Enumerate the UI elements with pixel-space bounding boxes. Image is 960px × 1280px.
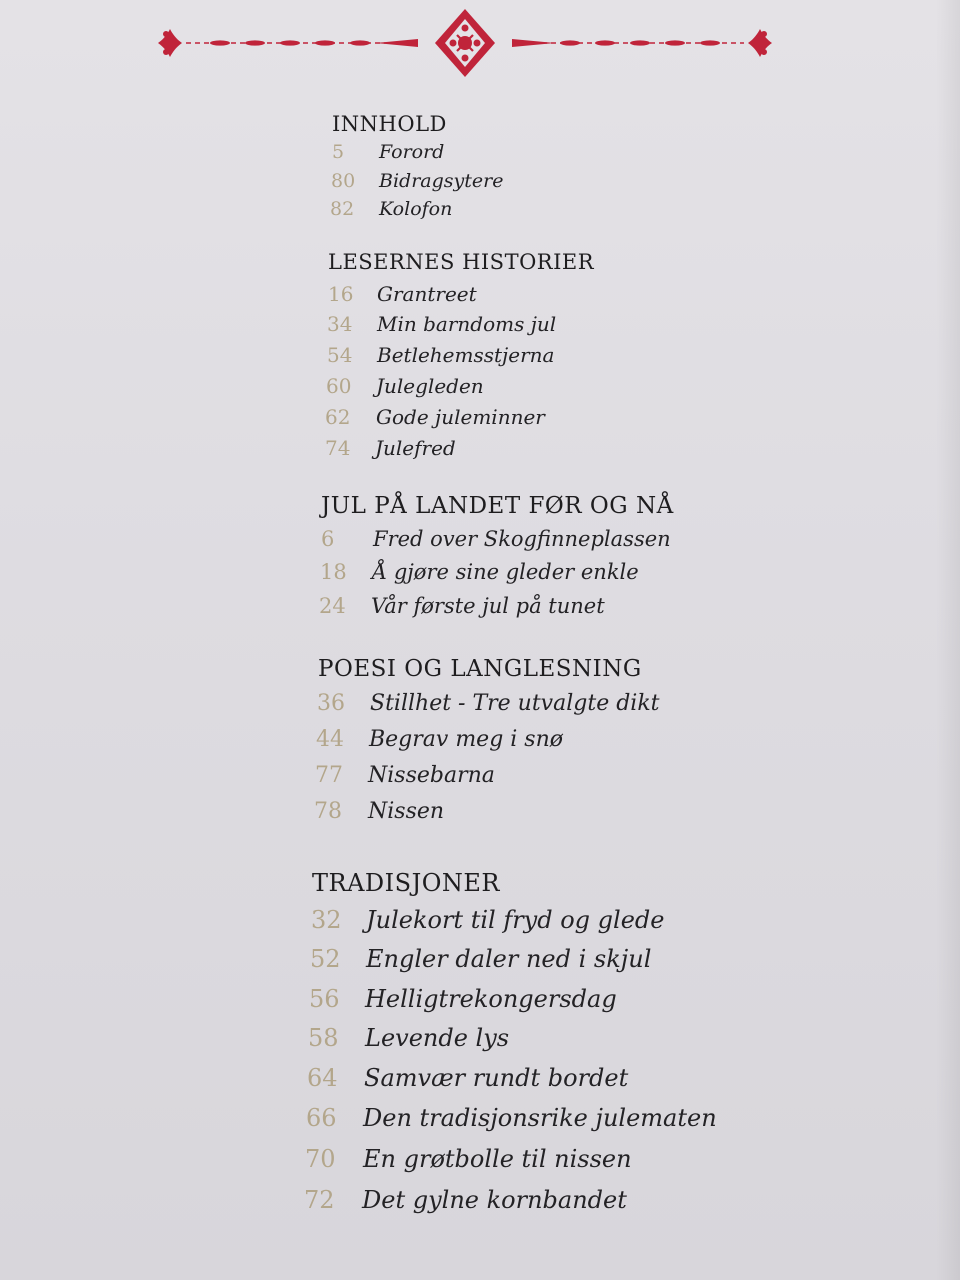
page-number: 5	[332, 141, 345, 163]
entry-title: Helligtrekongersdag	[365, 985, 617, 1013]
page-number: 6	[321, 527, 335, 551]
entry-title: Nissen	[368, 799, 445, 824]
page-number: 72	[304, 1186, 335, 1214]
page-number: 56	[309, 985, 340, 1013]
page-number: 64	[307, 1064, 338, 1092]
page-number: 82	[330, 198, 355, 220]
entry-title: Julekort til fryd og glede	[366, 906, 665, 934]
entry-title: En grøtbolle til nissen	[363, 1145, 632, 1173]
page-number: 77	[315, 763, 343, 788]
entry-title: Julefred	[375, 436, 456, 460]
entry-title: Gode juleminner	[376, 405, 545, 429]
entry-title: Betlehemsstjerna	[377, 343, 555, 367]
entry-title: Julegleden	[376, 374, 484, 398]
page-number: 54	[327, 343, 353, 367]
page-number: 16	[328, 282, 354, 306]
page-number: 78	[314, 799, 342, 824]
page-number: 18	[320, 560, 347, 584]
page-number: 34	[327, 312, 353, 336]
page-number: 62	[325, 405, 351, 429]
page-number: 80	[331, 170, 356, 192]
page-number: 60	[326, 374, 352, 398]
entry-title: Å gjøre sine gleder enkle	[372, 560, 639, 584]
entry-title: Fred over Skogfinneplassen	[373, 527, 671, 551]
entry-title: Nissebarna	[368, 763, 495, 788]
page-number: 44	[316, 727, 344, 752]
page-number: 58	[308, 1024, 339, 1052]
entry-title: Kolofon	[379, 198, 453, 220]
entry-title: Samvær rundt bordet	[364, 1064, 629, 1092]
entry-title: Grantreet	[377, 282, 477, 306]
entry-title: Engler daler ned i skjul	[366, 945, 652, 973]
page-number: 52	[310, 945, 341, 973]
page-number: 74	[325, 436, 351, 460]
page-number: 70	[305, 1145, 336, 1173]
page-number: 36	[317, 691, 345, 716]
section-heading: JUL PÅ LANDET FØR OG NÅ	[321, 493, 674, 519]
entry-title: Vår første jul på tunet	[371, 594, 605, 618]
section-heading: INNHOLD	[332, 112, 447, 136]
entry-title: Begrav meg i snø	[369, 727, 564, 752]
section-heading: POESI OG LANGLESNING	[318, 656, 642, 682]
page-number: 66	[306, 1104, 337, 1132]
section-heading: LESERNES HISTORIER	[328, 250, 595, 274]
page-number: 24	[319, 594, 346, 618]
entry-title: Bidragsytere	[379, 170, 504, 192]
entry-title: Stillhet - Tre utvalgte dikt	[370, 691, 660, 716]
entry-title: Forord	[379, 141, 445, 163]
page-number: 32	[311, 906, 342, 934]
entry-title: Det gylne kornbandet	[362, 1186, 627, 1214]
section-heading: TRADISJONER	[312, 869, 500, 897]
entry-title: Min barndoms jul	[377, 312, 557, 336]
entry-title: Levende lys	[365, 1024, 510, 1052]
entry-title: Den tradisjonsrike julematen	[363, 1104, 717, 1132]
